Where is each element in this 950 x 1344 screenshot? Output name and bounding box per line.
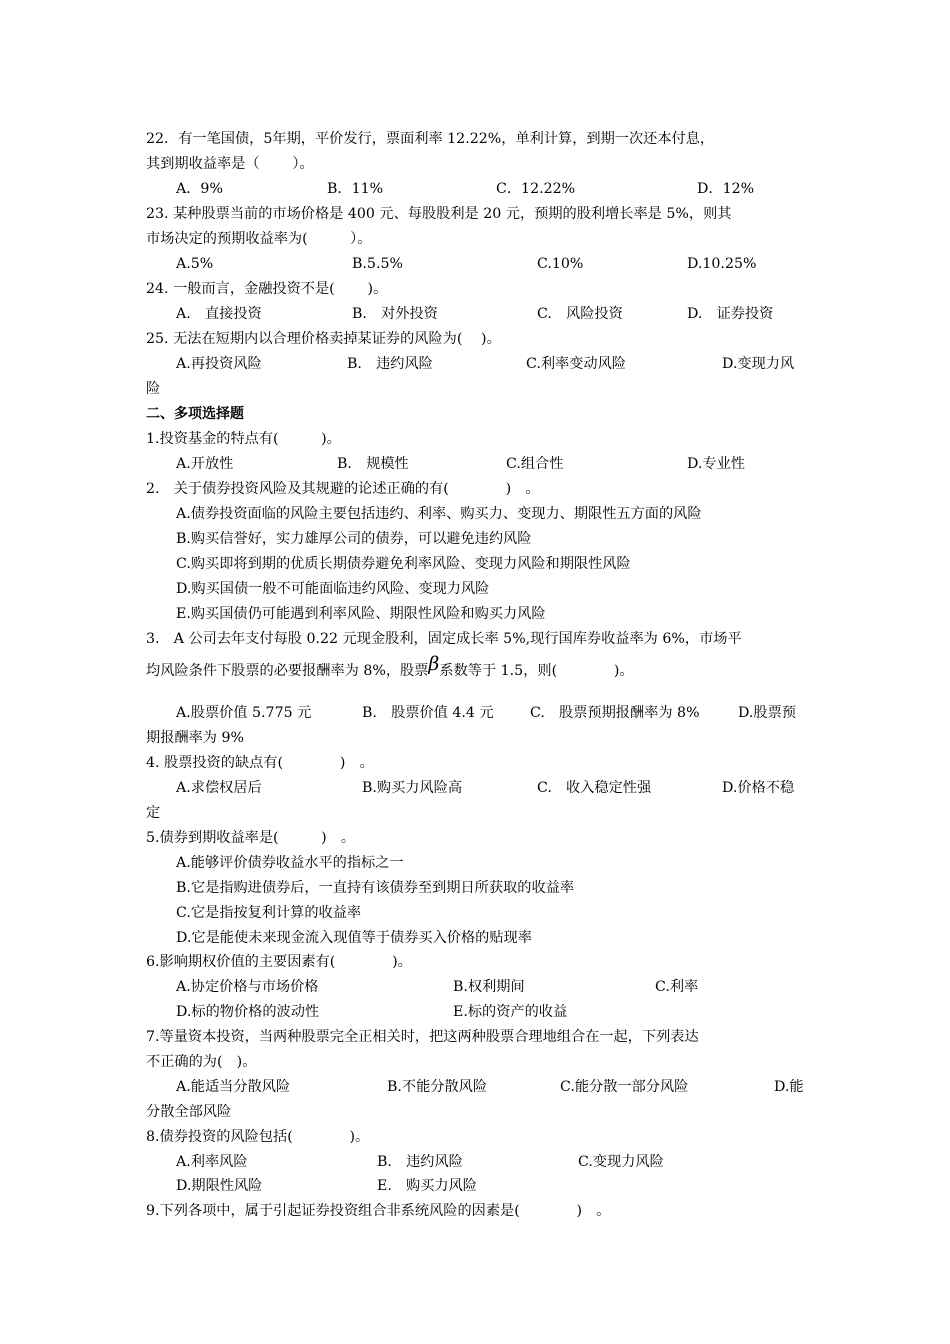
m3-stem-line2 — [146, 653, 634, 680]
m6-option-e: E.标的资产的收益 — [453, 1004, 568, 1020]
m5-option-a: A.能够评价债券收益水平的指标之一 — [176, 855, 404, 871]
q25-option-a: A.再投资风险 — [176, 356, 262, 372]
m3-option-a: A.股票价值 5.775 元 — [176, 705, 312, 721]
q23-option-a: A.5% — [176, 256, 214, 272]
m4-option-a: A.求偿权居后 — [176, 780, 262, 796]
m2-option-c: C.购买即将到期的优质长期债券避免利率风险、变现力风险和期限性风险 — [176, 556, 631, 572]
m3-stem-line2-part1: 均风险条件下股票的必要报酬率为 8%，股票 — [146, 663, 429, 679]
m8-option-a: A.利率风险 — [176, 1154, 248, 1170]
m3-option-d-continuation: 期报酬率为 9% — [146, 730, 244, 746]
m5-option-c: C.它是指按复利计算的收益率 — [176, 905, 362, 921]
q25-option-d-continuation: 险 — [146, 381, 161, 397]
q22-option-a: A．9% — [176, 181, 223, 197]
m8-option-d: D.期限性风险 — [176, 1178, 263, 1194]
m4-stem: 4. 股票投资的缺点有( ) 。 — [146, 755, 374, 771]
m2-option-b: B.购买信誉好，实力雄厚公司的债券，可以避免违约风险 — [176, 531, 532, 547]
m2-option-d: D.购买国债一般不可能面临违约风险、变现力风险 — [176, 581, 490, 597]
q22-stem-line1: 22．有一笔国债，5年期，平价发行，票面利率 12.22%，单利计算，到期一次还本付息， — [146, 131, 715, 147]
m6-option-a: A.协定价格与市场价格 — [176, 979, 319, 995]
q22-option-b: B．11% — [327, 181, 384, 197]
m7-option-d: D.能 — [774, 1079, 804, 1095]
q23-option-c: C.10% — [537, 256, 584, 272]
m6-option-c: C.利率 — [655, 979, 699, 995]
q24-stem: 24. 一般而言，金融投资不是( )。 — [146, 281, 388, 297]
m1-option-b: B. 规模性 — [337, 456, 409, 472]
q23-option-d: D.10.25% — [687, 256, 757, 272]
m1-option-a: A.开放性 — [176, 456, 234, 472]
m6-option-b: B.权利期间 — [453, 979, 525, 995]
q25-option-c: C.利率变动风险 — [526, 356, 626, 372]
m7-option-a: A.能适当分散风险 — [176, 1079, 291, 1095]
q23-stem-line2: 市场决定的预期收益率为( ）。 — [146, 231, 372, 247]
m5-stem: 5.债券到期收益率是( ) 。 — [146, 830, 356, 846]
m7-stem-line1: 7.等量资本投资，当两种股票完全正相关时，把这两种股票合理地组合在一起，下列表达 — [146, 1029, 699, 1045]
m1-option-d: D.专业性 — [687, 456, 745, 472]
m5-option-d: D.它是能使未来现金流入现值等于债券买入价格的贴现率 — [176, 930, 532, 946]
m9-stem: 9.下列各项中，属于引起证券投资组合非系统风险的因素是( ) 。 — [146, 1203, 611, 1219]
m6-stem: 6.影响期权价值的主要因素有( )。 — [146, 954, 412, 970]
m4-option-d: D.价格不稳 — [722, 780, 795, 796]
q25-stem: 25. 无法在短期内以合理价格卖掉某证券的风险为( )。 — [146, 331, 501, 347]
m3-option-c: C. 股票预期报酬率为 8% — [530, 705, 700, 721]
beta-symbol: β — [428, 653, 440, 675]
m7-option-d-continuation: 分散全部风险 — [146, 1104, 232, 1120]
m5-option-b: B.它是指购进债券后，一直持有该债券至到期日所获取的收益率 — [176, 880, 575, 896]
m4-option-b: B.购买力风险高 — [362, 780, 463, 796]
m1-stem: 1.投资基金的特点有( )。 — [146, 431, 341, 447]
m8-option-c: C.变现力风险 — [578, 1154, 664, 1170]
m8-option-e: E. 购买力风险 — [377, 1178, 477, 1194]
m4-option-c: C. 收入稳定性强 — [537, 780, 652, 796]
m3-option-b: B. 股票价值 4.4 元 — [362, 705, 494, 721]
q25-option-b: B. 违约风险 — [347, 356, 433, 372]
q25-option-d: D.变现力风 — [722, 356, 795, 372]
q22-option-c: C．12.22% — [496, 181, 576, 197]
m4-option-d-continuation: 定 — [146, 805, 161, 821]
m2-option-a: A.债券投资面临的风险主要包括违约、利率、购买力、变现力、期限性五方面的风险 — [176, 506, 702, 522]
m7-option-c: C.能分散一部分风险 — [560, 1079, 689, 1095]
m2-stem: 2. 关于债券投资风险及其规避的论述正确的有( ) 。 — [146, 481, 540, 497]
q23-stem-line1: 23. 某种股票当前的市场价格是 400 元、每股股利是 20 元，预期的股利增长率是 5%，则其 — [146, 206, 732, 222]
q23-option-b: B.5.5% — [352, 256, 403, 272]
m8-option-b: B. 违约风险 — [377, 1154, 463, 1170]
q22-option-d: D．12% — [697, 181, 755, 197]
m8-stem: 8.债券投资的风险包括( )。 — [146, 1129, 370, 1145]
q24-option-c: C. 风险投资 — [537, 306, 623, 322]
q24-option-a: A. 直接投资 — [176, 306, 262, 322]
q24-option-d: D. 证券投资 — [687, 306, 774, 322]
m3-option-d: D.股票预 — [738, 705, 796, 721]
m3-stem-line1: 3. A 公司去年支付每股 0.22 元现金股利，固定成长率 5%,现行国库券收益率为 6%，市场平 — [146, 631, 742, 647]
m7-option-b: B.不能分散风险 — [387, 1079, 488, 1095]
q22-stem-line2: 其到期收益率是（ ）。 — [146, 156, 314, 172]
m3-stem-line2-part2: 系数等于 1.5，则( )。 — [439, 663, 634, 679]
section-title-multiple-choice: 二、多项选择题 — [146, 406, 244, 422]
m7-stem-line2: 不正确的为( )。 — [146, 1054, 257, 1070]
q24-option-b: B. 对外投资 — [352, 306, 438, 322]
m1-option-c: C.组合性 — [506, 456, 564, 472]
m6-option-d: D.标的物价格的波动性 — [176, 1004, 320, 1020]
m2-option-e: E.购买国债仍可能遇到利率风险、期限性风险和购买力风险 — [176, 606, 546, 622]
